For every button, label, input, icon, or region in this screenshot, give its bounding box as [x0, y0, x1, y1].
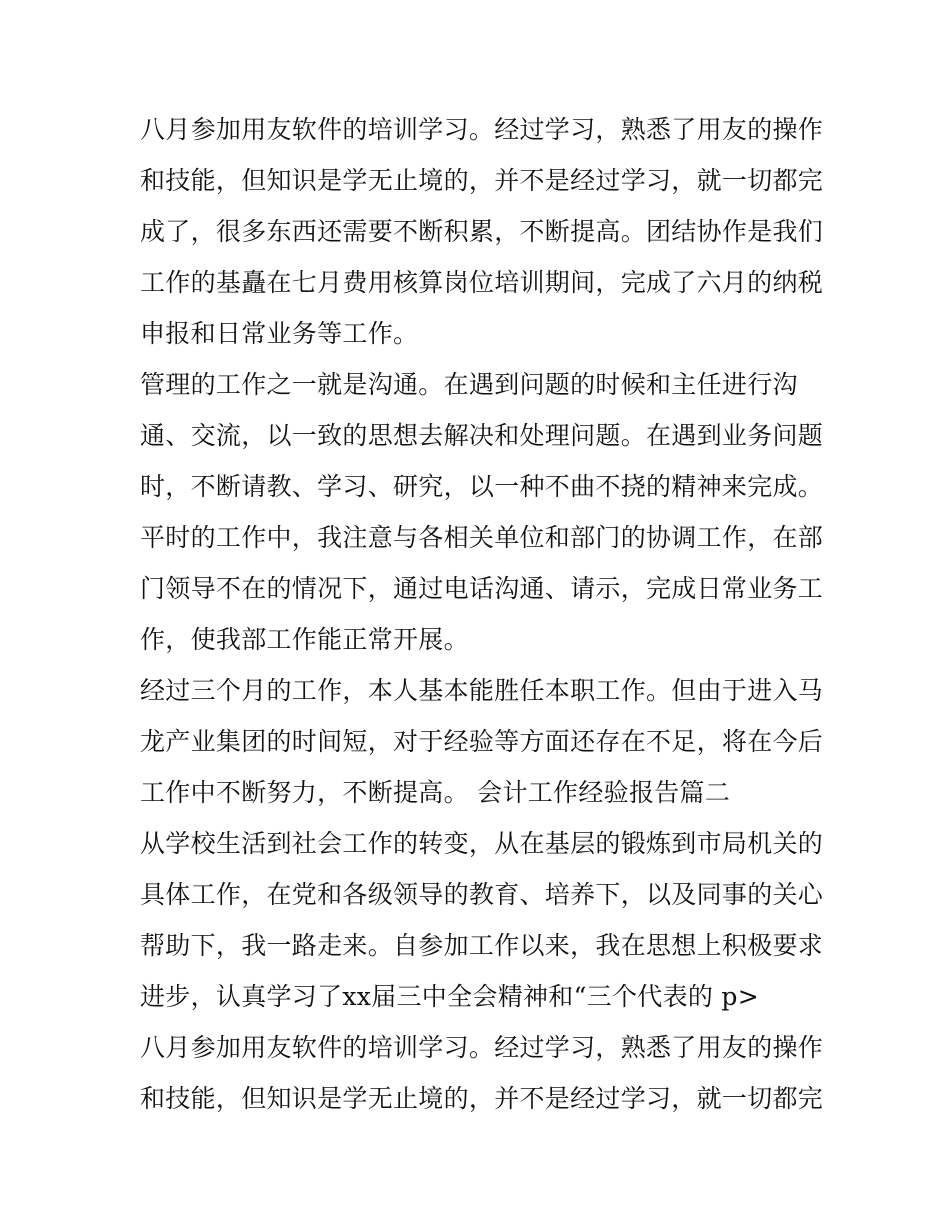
- document-body: [140, 104, 824, 1124]
- text-line: 成了，很多东西还需要不断积累，不断提高。团结协作是我们: [140, 217, 824, 246]
- text-line: 工作的基矗在七月费用核算岗位培训期间，完成了六月的纳税: [140, 268, 824, 297]
- text-line: 经过三个月的工作，本人基本能胜任本职工作。但由于进入马: [140, 676, 824, 705]
- text-line: 作，使我部工作能正常开展。: [140, 625, 469, 654]
- text-line: 从学校生活到社会工作的转变，从在基层的锻炼到市局机关的: [140, 829, 824, 858]
- text-line: 通、交流，以一致的思想去解决和处理问题。在遇到业务问题: [140, 421, 824, 450]
- text-line: 帮助下，我一路走来。自参加工作以来，我在思想上积极要求: [140, 931, 824, 960]
- text-line: 进步，认真学习了xx届三中全会精神和“三个代表的 p>: [140, 982, 759, 1011]
- text-line: 具体工作，在党和各级领导的教育、培养下，以及同事的关心: [140, 880, 824, 909]
- text-line: 和技能，但知识是学无止境的，并不是经过学习，就一切都完: [140, 166, 824, 195]
- text-line: 和技能，但知识是学无止境的，并不是经过学习，就一切都完: [140, 1084, 824, 1113]
- text-line: 门领导不在的情况下，通过电话沟通、请示，完成日常业务工: [140, 574, 824, 603]
- text-line: 八月参加用友软件的培训学习。经过学习，熟悉了用友的操作: [140, 1033, 824, 1062]
- text-line: 平时的工作中，我注意与各相关单位和部门的协调工作，在部: [140, 523, 824, 552]
- text-line: 申报和日常业务等工作。: [140, 319, 419, 348]
- text-line: 龙产业集团的时间短，对于经验等方面还存在不足，将在今后: [140, 727, 824, 756]
- text-line: 时，不断请教、学习、研究，以一种不曲不挠的精神来完成。: [140, 472, 824, 501]
- text-line: 管理的工作之一就是沟通。在遇到问题的时候和主任进行沟: [140, 370, 798, 399]
- text-line: 八月参加用友软件的培训学习。经过学习，熟悉了用友的操作: [140, 115, 824, 144]
- text-line: 工作中不断努力，不断提高。 会计工作经验报告篇二: [140, 778, 731, 807]
